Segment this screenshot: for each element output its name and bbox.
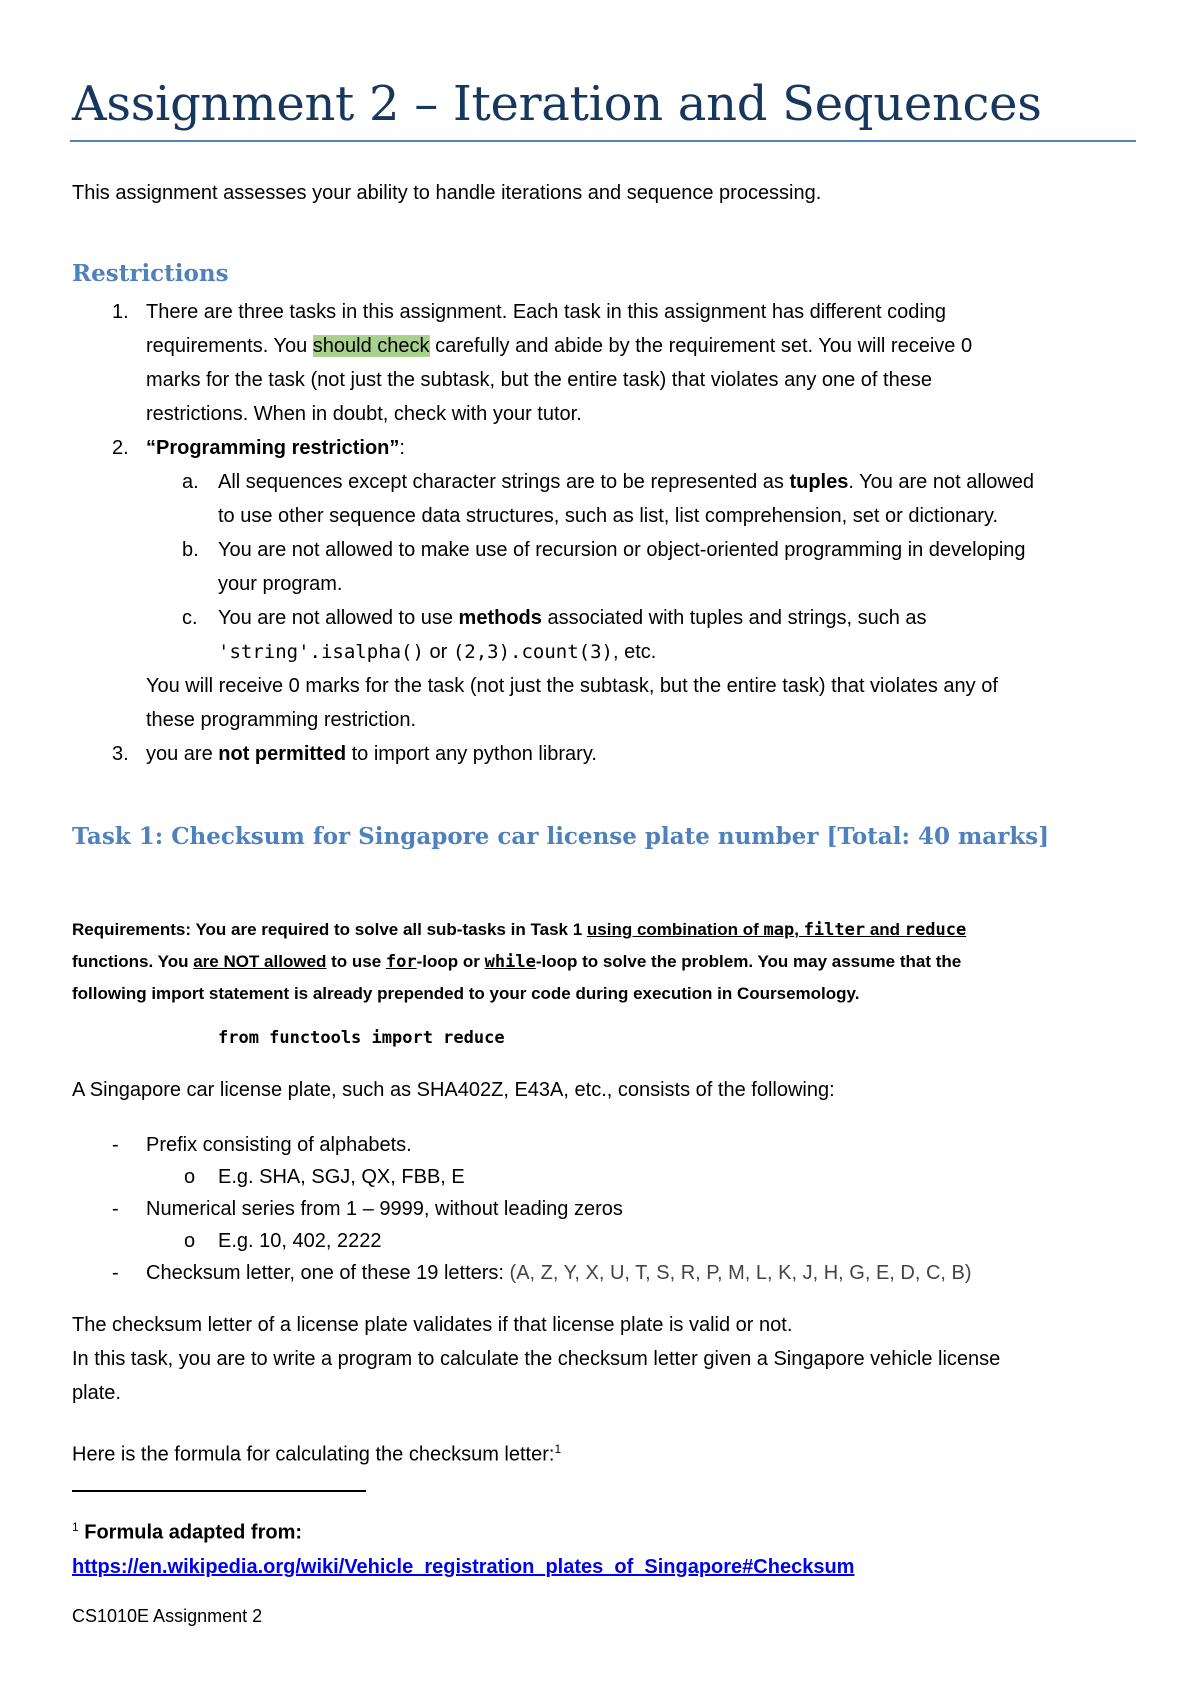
sub-item-a-line2: to use other sequence data structures, such as list, list comprehension, set or dictionary. — [218, 505, 999, 527]
bullet-circle: o — [184, 1166, 196, 1188]
requirements-line2: functions. You are NOT allowed to use for-loop or while-loop to solve the problem. You may assume that the — [72, 952, 962, 972]
restriction-1-line1: There are three tasks in this assignment. Each task in this assignment has different coding — [146, 301, 947, 323]
sub-item-b-line2: your program. — [218, 573, 343, 595]
footnote-separator — [72, 1490, 366, 1492]
sub-item-mark: b. — [182, 539, 199, 561]
footnote-ref: 1 — [554, 1442, 562, 1456]
formula-intro: Here is the formula for calculating the checksum letter:$^1$ — [72, 1442, 562, 1466]
bullet-prefix-example: E.g. SHA, SGJ, QX, FBB, E — [218, 1166, 465, 1188]
task-desc-line1: In this task, you are to write a program to calculate the checksum letter given a Singapore vehicle license — [72, 1348, 1001, 1370]
checksum-letters: (A, Z, Y, X, U, T, S, R, P, M, L, K, J, H, G, E, D, C, B) — [509, 1262, 972, 1284]
page-title: Assignment 2 – Iteration and Sequences — [72, 76, 1042, 132]
intro-text: This assignment assesses your ability to handle iterations and sequence processing. — [72, 182, 822, 204]
bullet-numerical: Numerical series from 1 – 9999, without leading zeros — [146, 1198, 623, 1220]
bullet-dash: - — [112, 1262, 119, 1284]
sub-item-c-line2: 'string'.isalpha() or (2,3).count(3), etc. — [218, 641, 657, 663]
restriction-2-note-line1: You will receive 0 marks for the task (not just the subtask, but the entire task) that violates any of — [146, 675, 998, 697]
footnote — [72, 1510, 854, 1584]
title-underline — [70, 140, 1136, 142]
task1-heading: Task 1: Checksum for Singapore car license plate number [Total: 40 marks] — [72, 823, 1050, 850]
bullet-numerical-example: E.g. 10, 402, 2222 — [218, 1230, 382, 1252]
bullet-dash: - — [112, 1198, 119, 1220]
footnote-text: $^1$ Formula adapted from: — [72, 1520, 303, 1544]
restriction-2-label: “Programming restriction”: — [146, 437, 405, 459]
restriction-1-line2: requirements. You should check carefully and abide by the requirement set. You will receive 0 — [146, 335, 973, 357]
bullet-dash: - — [112, 1134, 119, 1156]
footnote-link[interactable]: https://en.wikipedia.org/wiki/Vehicle_registration_plates_of_Singapore#Checksum — [72, 1555, 855, 1578]
restriction-1-line4: restrictions. When in doubt, check with your tutor. — [146, 403, 582, 425]
checksum-para: The checksum letter of a license plate validates if that license plate is valid or not. — [72, 1314, 793, 1336]
list-number: 2. — [112, 437, 129, 459]
sub-item-c-line1: You are not allowed to use methods associated with tuples and strings, such as — [218, 607, 927, 629]
bullet-checksum: Checksum letter, one of these 19 letters: (A, Z, Y, X, U, T, S, R, P, M, L, K, J, H, G, E, D, C, B) — [146, 1262, 972, 1284]
requirements-line1: Requirements: You are required to solve all sub-tasks in Task 1 using combination of map, filter and reduce — [72, 920, 967, 940]
import-statement: from functools import reduce — [218, 1028, 505, 1048]
task1-requirements — [72, 914, 1162, 1010]
code-snippet: 'string'.isalpha() — [218, 641, 424, 663]
restriction-3: you are not permitted to import any python library. — [146, 743, 597, 765]
code-snippet: (2,3).count(3) — [452, 641, 613, 663]
page-footer: CS1010E Assignment 2 — [72, 1606, 263, 1626]
list-number: 3. — [112, 743, 129, 765]
task-desc-line2: plate. — [72, 1382, 121, 1404]
sub-item-b-line1: You are not allowed to make use of recursion or object-oriented programming in developing — [218, 539, 1026, 561]
bullet-circle: o — [184, 1230, 196, 1252]
list-number: 1. — [112, 301, 129, 323]
sub-item-mark: a. — [182, 471, 199, 493]
requirements-line3: following import statement is already prepended to your code during execution in Coursemology. — [72, 984, 860, 1003]
highlighted-text: should check — [312, 335, 430, 357]
bullet-prefix: Prefix consisting of alphabets. — [146, 1134, 412, 1156]
sub-item-a-line1: All sequences except character strings are to be represented as tuples. You are not allowed — [218, 471, 1035, 493]
restriction-2-note-line2: these programming restriction. — [146, 709, 417, 731]
sub-item-mark: c. — [182, 607, 198, 629]
restriction-1-line3: marks for the task (not just the subtask, but the entire task) that violates any one of these — [146, 369, 932, 391]
restrictions-heading: Restrictions — [72, 260, 229, 287]
plate-intro: A Singapore car license plate, such as SHA402Z, E43A, etc., consists of the following: — [72, 1079, 835, 1101]
